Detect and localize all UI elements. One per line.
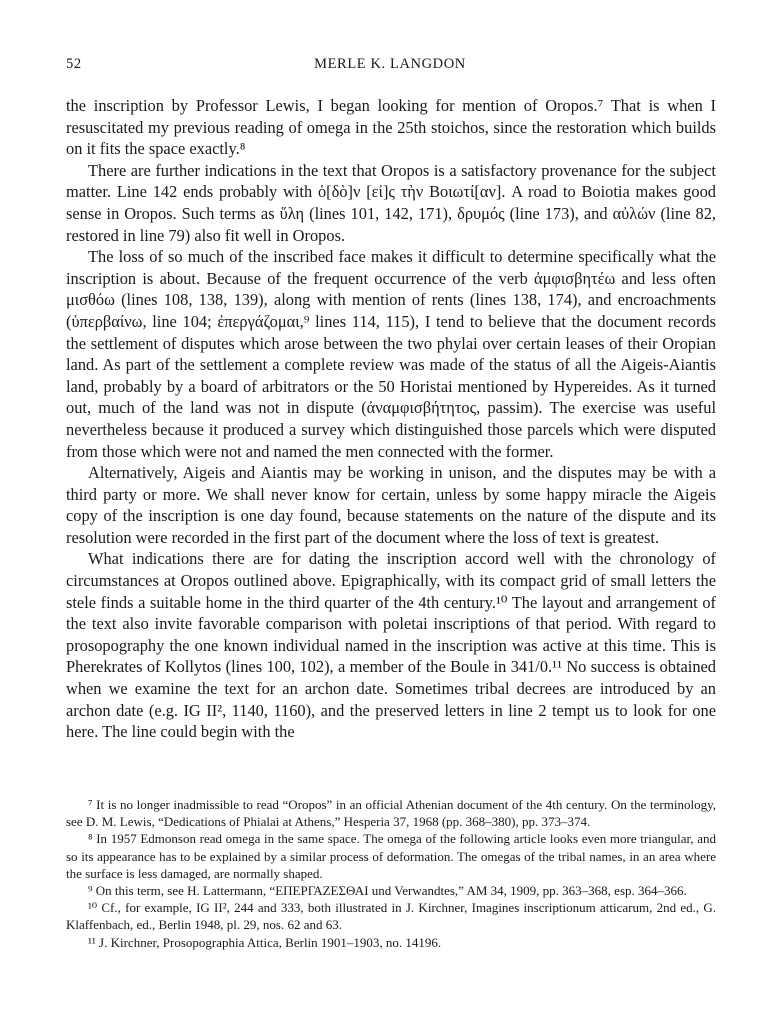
paragraph: There are further indications in the text that Oropos is a satisfactory provenance for the subject matter. Line 142 ends probably with ὁ[δὸ]ν [εἰ]ς τὴν Βοιωτί[αν]. A road to Boiotia makes good sense in Oropos. Such terms as ὕλη (lines 101, 142, 171), δρυμός (line 173), and αὐλών (line 82, restored in line 79) also fit well in Oropos. [66, 160, 716, 245]
footnote: ⁸ In 1957 Edmonson read omega in the same space. The omega of the following article looks even more triangular, and so its appearance has to be explained by a similar process of deformation. The omegas of the tribal names, in an area where the surface is less damaged, are normally shaped. [66, 831, 716, 881]
footnote: ⁷ It is no longer inadmissible to read “Oropos” in an official Athenian document of the 4th century. On the terminology, see D. M. Lewis, “Dedications of Phialai at Athens,” Hesperia 37, 1968 (pp. 368–380), pp. 373–374. [66, 797, 716, 830]
page-number: 52 [66, 56, 82, 72]
main-text [66, 95, 716, 743]
footnote: ¹⁰ Cf., for example, IG II², 244 and 333, both illustrated in J. Kirchner, Imagines inscriptionum atticarum, 2nd ed., G. Klaffenbach, ed., Berlin 1948, pl. 29, nos. 62 and 63. [66, 900, 716, 933]
footnote: ¹¹ J. Kirchner, Prosopographia Attica, Berlin 1901–1903, no. 14196. [88, 934, 442, 950]
paragraph: The loss of so much of the inscribed face makes it difficult to determine specifically what the inscription is about. Because of the frequent occurrence of the verb ἀμφισβητέω and less often μισθόω (lines 108, 138, 139), along with mention of rents (lines 138, 174), and encroachments (ὑπερβαίνω, line 104; ἐπεργάζομαι,⁹ lines 114, 115), I tend to believe that the document records the settlement of disputes which arose between the two phylai over certain leases of their Oropian land. As part of the settlement a complete review was made of the status of all the Aigeis-Aiantis land, probably by a board of arbitrators or the 50 Horistai mentioned by Hypereides. As it turned out, much of the land was not in dispute (ἀναμφισβήτητος, passim). The exercise was useful nevertheless because it produced a survey which distinguished those parcels which were disputed from those which were not and named the men connected with the former. [66, 247, 716, 461]
paragraph: What indications there are for dating the inscription accord well with the chronology of circumstances at Oropos outlined above. Epigraphically, with its compact grid of small letters the stele finds a suitable home in the third quarter of the 4th century.¹⁰ The layout and arrangement of the text also invite favorable comparison with poletai inscriptions of that period. With regard to prosopography the one known individual named in the inscription was active at this time. This is Pherekrates of Kollytos (lines 100, 102), a member of the Boule in 341/0.¹¹ No success is obtained when we examine the text for an archon date. Sometimes tribal decrees are introduced by an archon date (e.g. IG II², 1140, 1160), and the preserved letters in line 2 tempt us to look for one here. The line could begin with the [66, 549, 716, 742]
footnote: ⁹ On this term, see H. Lattermann, “ΕΠΕΡΓΑΖΕΣΘΑΙ und Verwandtes,” AM 34, 1909, pp. 363–368, esp. 364–366. [88, 883, 687, 899]
paragraph: the inscription by Professor Lewis, I began looking for mention of Oropos.⁷ That is when I resuscitated my previous reading of omega in the 25th stoichos, since the restoration which builds on it fits the space exactly.⁸ [66, 96, 716, 159]
paragraph: Alternatively, Aigeis and Aiantis may be working in unison, and the disputes may be with a third party or more. We shall never know for certain, unless by some happy miracle the Aigeis copy of the inscription is one day found, because statements on the nature of the dispute and its resolution were recorded in the first part of the document where the loss of text is greatest. [66, 463, 716, 547]
footnotes [66, 796, 716, 951]
running-header [66, 56, 714, 76]
running-head-author: MERLE K. LANGDON [314, 56, 466, 72]
